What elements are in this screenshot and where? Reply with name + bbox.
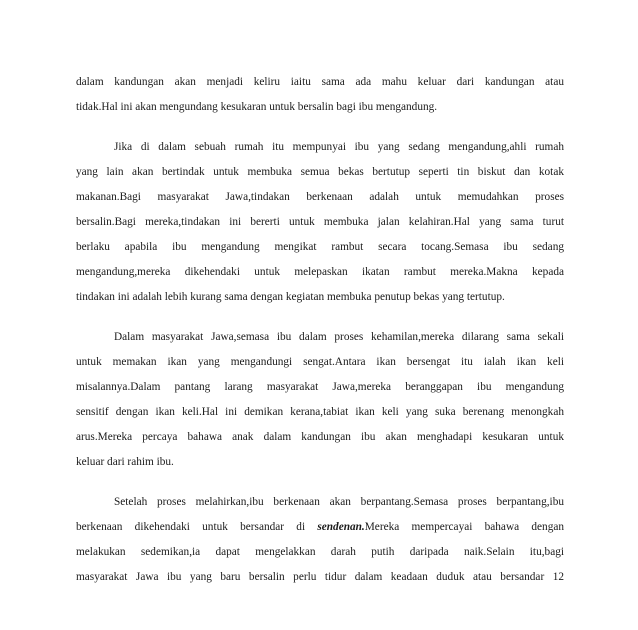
text-line: melakukan sedemikan,ia dapat mengelakkan darah putih daripada naik.Selain itu,bagi: [76, 546, 564, 558]
text-line: Jika di dalam sebuah rumah itu mempunyai ibu yang sedang mengandung,ahli rumah: [114, 141, 564, 153]
emphasized-term: sendenan.: [317, 521, 365, 533]
text-line: Dalam masyarakat Jawa,semasa ibu dalam proses kehamilan,mereka dilarang sama sekali: [114, 331, 564, 343]
text-line: sensitif dengan ikan keli.Hal ini demikan kerana,tabiat ikan keli yang suka berenang menongkah: [76, 406, 564, 418]
text-line: mengandung,mereka dikehendaki untuk melepaskan ikatan rambut mereka.Makna kepada: [76, 266, 564, 278]
document-page: [76, 70, 565, 583]
text-line: tindakan ini adalah lebih kurang sama dengan kegiatan membuka penutup bekas yang tertutup.: [76, 291, 505, 303]
text-line: arus.Mereka percaya bahawa anak dalam kandungan ibu akan menghadapi kesukaran untuk: [76, 431, 564, 443]
text-line-cutoff: masyarakat Jawa ibu yang baru bersalin perlu tidur dalam keadaan duduk atau bersandar 12: [76, 571, 564, 583]
text-line: yang lain akan bertindak untuk membuka semua bekas bertutup seperti tin biskut dan kotak: [76, 166, 564, 178]
text-line: [76, 515, 564, 540]
text-line: berlaku apabila ibu mengandung mengikat rambut secara tocang.Semasa ibu sedang: [76, 241, 564, 253]
text-line: bersalin.Bagi mereka,tindakan ini bererti untuk membuka jalan kelahiran.Hal yang sama turut: [76, 216, 564, 228]
paragraph-4: [76, 490, 565, 583]
text-run: Mereka mempercayai bahawa dengan: [364, 521, 565, 533]
paragraph-1: [76, 70, 564, 120]
text-line: misalannya.Dalam pantang larang masyarakat Jawa,mereka beranggapan ibu mengandung: [76, 381, 564, 393]
text-line: dalam kandungan akan menjadi keliru iaitu sama ada mahu keluar dari kandungan atau: [76, 76, 564, 88]
text-line: tidak.Hal ini akan mengundang kesukaran untuk bersalin bagi ibu mengandung.: [76, 101, 438, 113]
text-line: makanan.Bagi masyarakat Jawa,tindakan berkenaan adalah untuk memudahkan proses: [76, 191, 564, 203]
paragraph-3: [76, 325, 564, 475]
text-line: Setelah proses melahirkan,ibu berkenaan akan berpantang.Semasa proses berpantang,ibu: [114, 496, 564, 508]
text-run: berkenaan dikehendaki untuk bersandar di: [76, 521, 318, 533]
text-line: keluar dari rahim ibu.: [76, 456, 174, 468]
paragraph-2: [76, 135, 564, 310]
text-line: untuk memakan ikan yang mengandungi sengat.Antara ikan bersengat itu ialah ikan keli: [76, 356, 564, 368]
